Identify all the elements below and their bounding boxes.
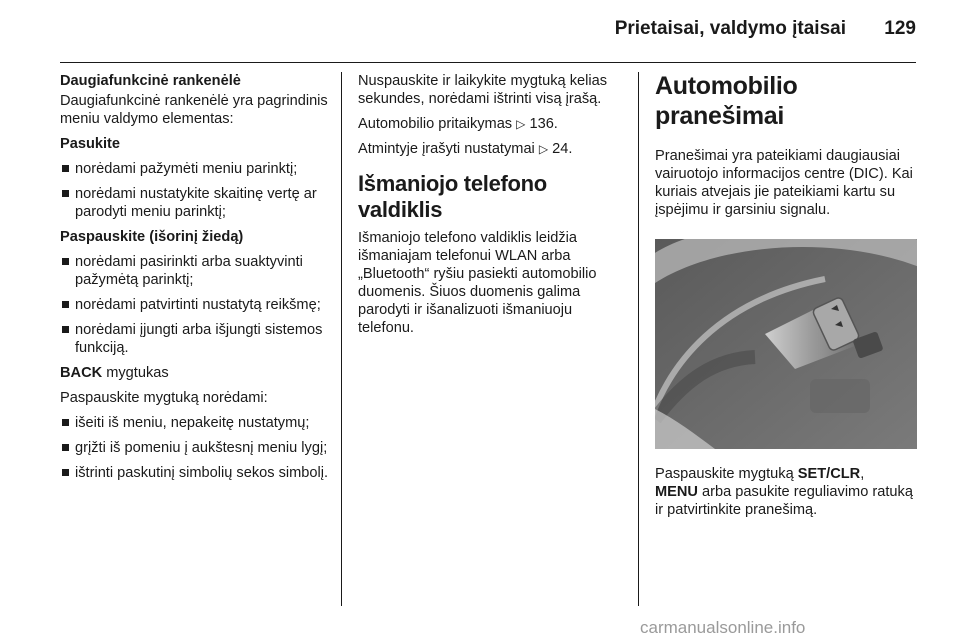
column-2 <box>358 72 630 344</box>
watermark: carmanualsonline.info <box>640 618 806 637</box>
list-item: norėdami pasirinkti arba suaktyvinti pažymėtą parinktį; <box>60 253 332 289</box>
bullet-square-icon <box>62 190 69 197</box>
section-heading-multifunction-knob: Daugiafunkcinė rankenėlė <box>60 73 241 89</box>
list-item: grįžti iš pomeniu į aukštesnį meniu lygį; <box>60 439 332 457</box>
vehicle-personalisation-reference: Automobilio pritaikymas ▷ 136. <box>358 116 558 132</box>
list-item: norėdami patvirtinti nustatytą reikšmę; <box>60 296 332 314</box>
column-3 <box>655 72 920 526</box>
messages-outro: Paspauskite mygtuką SET/CLR, MENU arba pasukite reguliavimo ratuką ir patvirtinkite pranešimą. <box>655 466 913 518</box>
memorised-settings-reference: Atmintyje įrašyti nustatymai ▷ 24. <box>358 141 573 157</box>
back-button-heading: BACK mygtukas <box>60 365 169 381</box>
column-divider <box>341 72 342 606</box>
list-item: norėdami pažymėti meniu parinktį; <box>60 160 332 178</box>
press-label: Paspauskite (išorinį žiedą) <box>60 229 244 245</box>
section-heading-smartphone-controller: Išmaniojo telefono valdiklis <box>358 171 547 222</box>
back-label: BACK <box>60 365 103 381</box>
set-clr-label: SET/CLR <box>797 466 861 482</box>
back-intro: Paspauskite mygtuką norėdami: <box>60 390 268 406</box>
list-item: išeiti iš meniu, nepakeitę nustatymų; <box>60 414 332 432</box>
bullet-square-icon <box>62 444 69 451</box>
page-number: 129 <box>884 18 916 39</box>
section-heading-vehicle-messages: Automobilio pranešimai <box>655 72 798 130</box>
steering-column-stalk-photo <box>655 239 917 449</box>
smartphone-paragraph: Išmaniojo telefono valdiklis leidžia išmaniajam telefonui WLAN arba „Bluetooth“ ryšiu pasiekti automobilio duomenis. Šiuos duomenis galima parodyti ir išanalizuoti išmaniuoju telefonu. <box>358 230 597 336</box>
bullet-square-icon <box>62 326 69 333</box>
column-divider <box>638 72 639 606</box>
column-1 <box>60 72 332 489</box>
turn-label: Pasukite <box>60 136 121 152</box>
bullet-square-icon <box>62 301 69 308</box>
menu-label: MENU <box>655 484 698 500</box>
page-header <box>60 0 916 63</box>
triangle-right-icon: ▷ <box>538 142 549 156</box>
bullet-square-icon <box>62 165 69 172</box>
list-item: ištrinti paskutinį simbolių sekos simbolį. <box>60 464 332 482</box>
list-item: norėdami nustatykite skaitinę vertę ar parodyti meniu parinktį; <box>60 185 332 221</box>
triangle-right-icon: ▷ <box>516 117 526 131</box>
bullet-square-icon <box>62 258 69 265</box>
bullet-square-icon <box>62 419 69 426</box>
intro-paragraph: Daugiafunkcinė rankenėlė yra pagrindinis meniu valdymo elementas: <box>60 93 328 127</box>
bullet-square-icon <box>62 469 69 476</box>
messages-intro: Pranešimai yra pateikiami daugiausiai vairuotojo informacijos centre (DIC). Kai kuriais atvejais jie pateikiami kartu su įspėjimu ir garsiniu signalu. <box>655 148 913 218</box>
list-item: norėdami įjungti arba išjungti sistemos funkciją. <box>60 321 332 357</box>
page-title: Prietaisai, valdymo įtaisai <box>614 18 846 39</box>
delete-entry-paragraph: Nuspauskite ir laikykite mygtuką kelias sekundes, norėdami ištrinti visą įrašą. <box>358 73 607 107</box>
